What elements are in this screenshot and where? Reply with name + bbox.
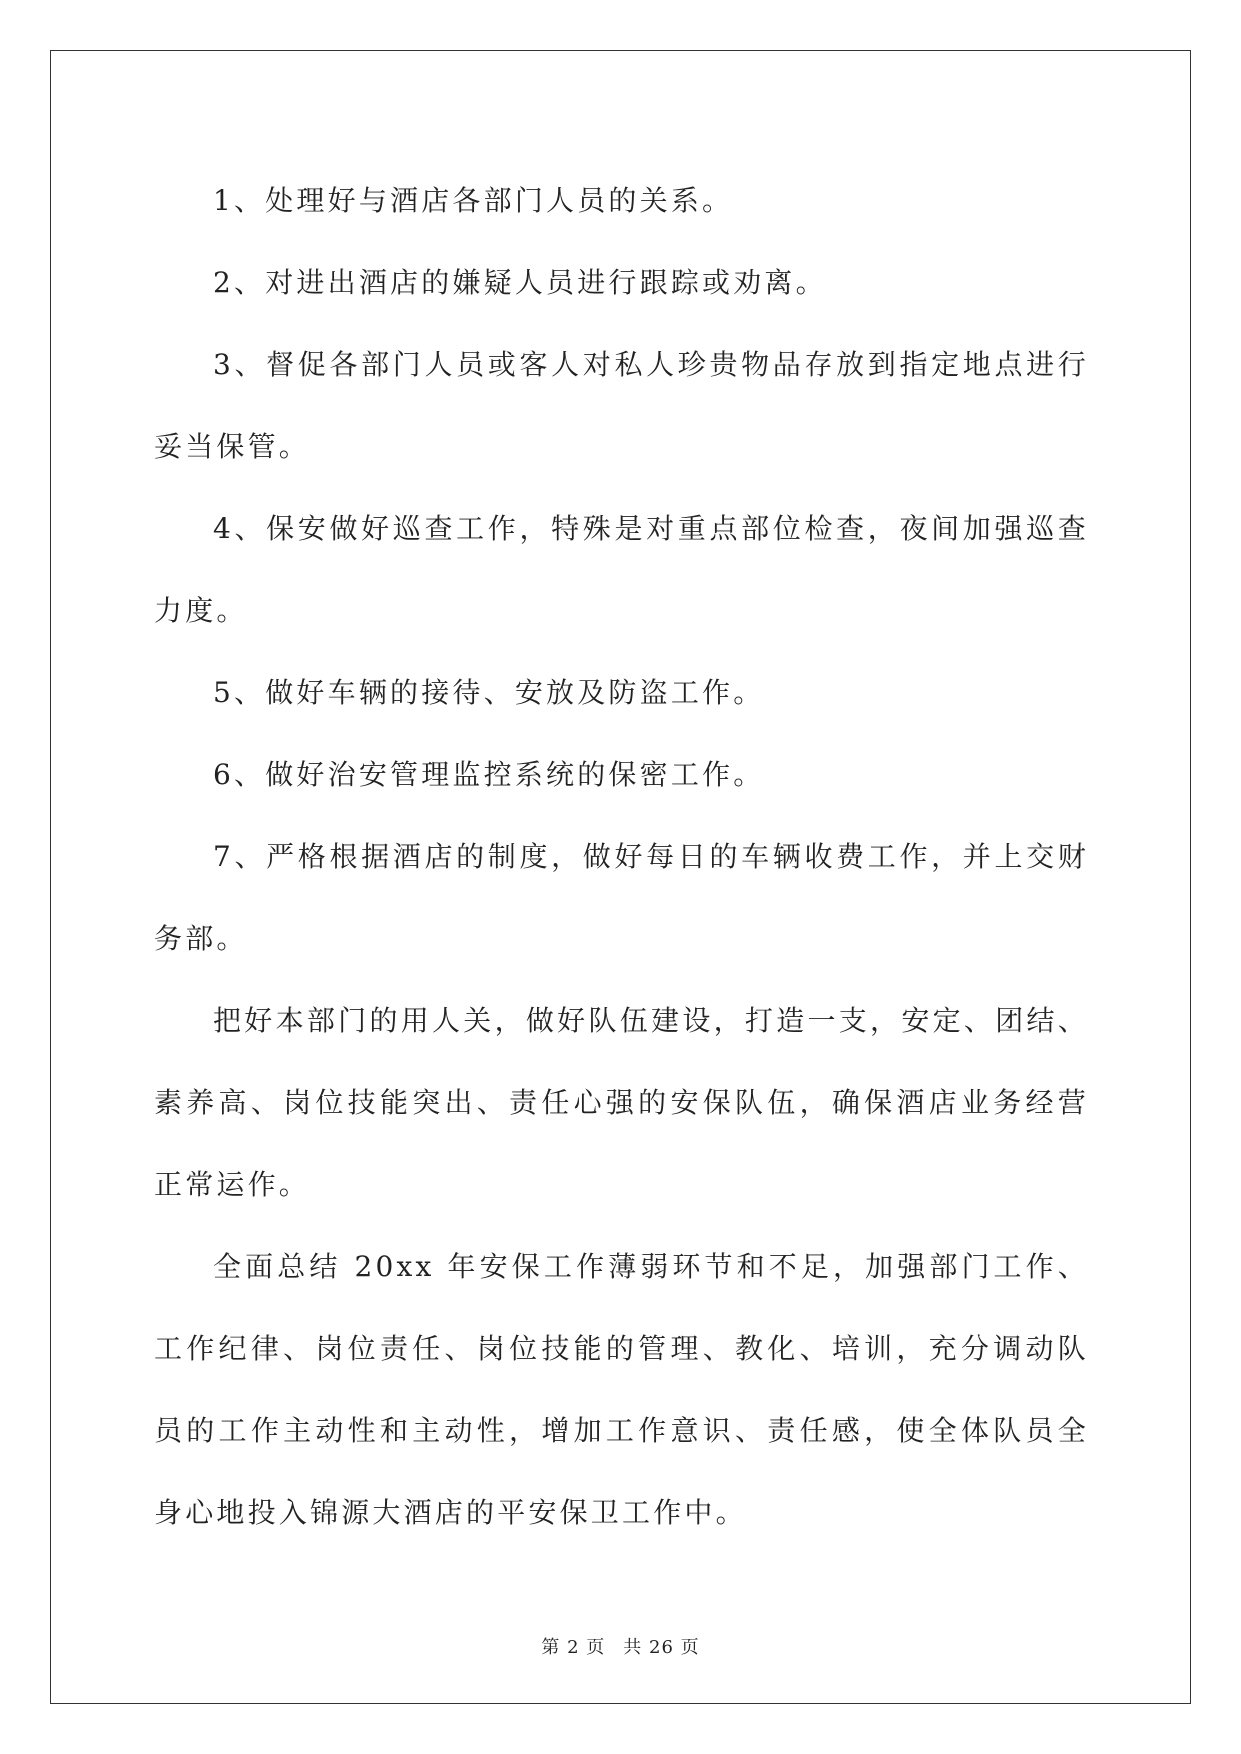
page-number-total: 共 26 页 (623, 1637, 700, 1658)
paragraph-6: 6、做好治安管理监控系统的保密工作。 (213, 758, 765, 791)
page-footer (0, 1633, 1241, 1659)
paragraph-2: 2、对进出酒店的嫌疑人员进行跟踪或劝离。 (213, 266, 827, 299)
document-body (154, 160, 1089, 1554)
paragraph-7: 7、严格根据酒店的制度，做好每日的车辆收费工作，并上交财务部。 (154, 840, 1089, 955)
paragraph-9: 全面总结 20xx 年安保工作薄弱环节和不足，加强部门工作、工作纪律、岗位责任、岗位技能的管理、教化、培训，充分调动队员的工作主动性和主动性，增加工作意识、责任感，使全体队员全身心地投入锦源大酒店的平安保卫工作中。 (154, 1250, 1089, 1529)
paragraph-8: 把好本部门的用人关，做好队伍建设，打造一支，安定、团结、素养高、岗位技能突出、责任心强的安保队伍，确保酒店业务经营正常运作。 (154, 1004, 1089, 1201)
paragraph-3: 3、督促各部门人员或客人对私人珍贵物品存放到指定地点进行妥当保管。 (154, 348, 1089, 463)
page-number-current: 第 2 页 (541, 1637, 606, 1658)
paragraph-5: 5、做好车辆的接待、安放及防盗工作。 (213, 676, 765, 709)
paragraph-1: 1、处理好与酒店各部门人员的关系。 (213, 184, 734, 217)
paragraph-4: 4、保安做好巡查工作，特殊是对重点部位检查，夜间加强巡查力度。 (154, 512, 1089, 627)
